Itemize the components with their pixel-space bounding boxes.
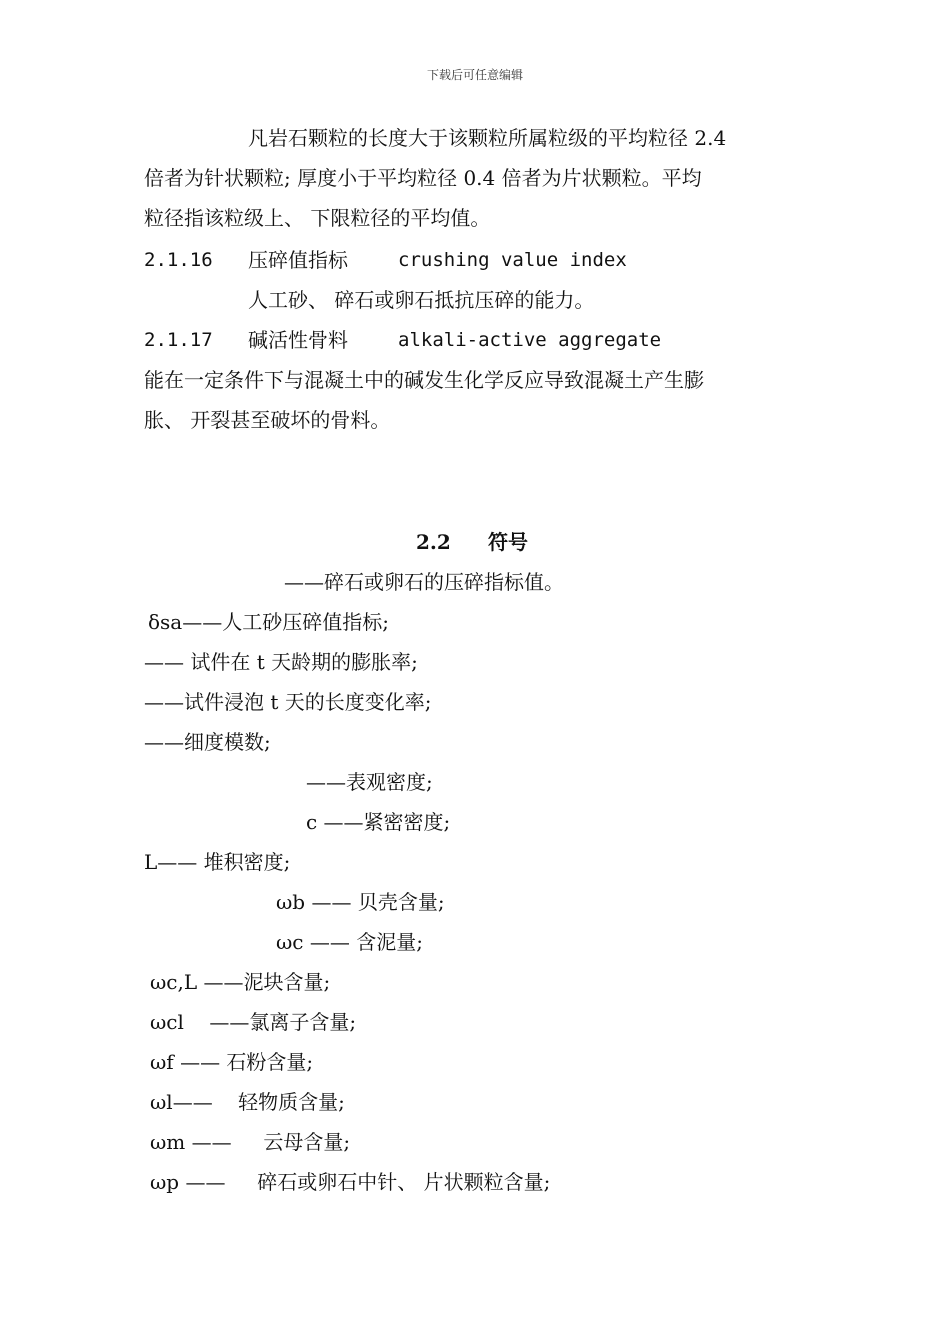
symbol-line-8: L—— 堆积密度; <box>144 850 291 874</box>
symbol-line-10: ωc —— 含泥量; <box>276 930 423 954</box>
section-heading-number: 2.2 <box>416 530 451 554</box>
paragraph-line-3: 粒径指该粒级上、 下限粒径的平均值。 <box>144 206 491 230</box>
symbol-line-1: ——碎石或卵石的压碎指标值。 <box>284 570 564 594</box>
symbol-line-6: ——表观密度; <box>306 770 433 794</box>
section-heading-title: 符号 <box>488 530 528 554</box>
term-definition-2-1-17-line-2: 胀、 开裂甚至破坏的骨料。 <box>144 408 391 432</box>
term-name-en-2-1-16: crushing value index <box>398 249 627 271</box>
symbol-line-4: ——试件浸泡 t 天的长度变化率; <box>144 690 432 714</box>
symbol-line-5: ——细度模数; <box>144 730 271 754</box>
term-name-zh-2-1-17: 碱活性骨料 <box>248 328 348 352</box>
term-number-2-1-17: 2.1.17 <box>144 329 213 351</box>
symbol-line-7: c ——紧密密度; <box>306 810 451 834</box>
term-name-zh-2-1-16: 压碎值指标 <box>248 248 348 272</box>
symbol-line-14: ωl—— 轻物质含量; <box>150 1090 345 1114</box>
term-definition-2-1-16: 人工砂、 碎石或卵石抵抗压碎的能力。 <box>248 288 595 312</box>
header-note: 下载后可任意编辑 <box>426 68 523 82</box>
term-number-2-1-16: 2.1.16 <box>144 249 213 271</box>
symbol-line-11: ωc,L ——泥块含量; <box>150 970 331 994</box>
symbol-line-16: ωp —— 碎石或卵石中针、 片状颗粒含量; <box>150 1170 551 1194</box>
symbol-line-12: ωcl ——氯离子含量; <box>150 1010 357 1034</box>
paragraph-line-2: 倍者为针状颗粒; 厚度小于平均粒径 0.4 倍者为片状颗粒。平均 <box>144 166 702 190</box>
paragraph-line-1: 凡岩石颗粒的长度大于该颗粒所属粒级的平均粒径 2.4 <box>248 126 727 150</box>
term-name-en-2-1-17: alkali-active aggregate <box>398 329 662 351</box>
symbol-line-2: δsa——人工砂压碎值指标; <box>148 610 389 634</box>
symbol-line-3: —— 试件在 t 天龄期的膨胀率; <box>144 650 418 674</box>
symbol-line-9: ωb —— 贝壳含量; <box>276 890 445 914</box>
term-definition-2-1-17-line-1: 能在一定条件下与混凝土中的碱发生化学反应导致混凝土产生膨 <box>144 368 704 392</box>
symbol-line-13: ωf —— 石粉含量; <box>150 1050 314 1074</box>
symbol-line-15: ωm —— 云母含量; <box>150 1130 351 1154</box>
